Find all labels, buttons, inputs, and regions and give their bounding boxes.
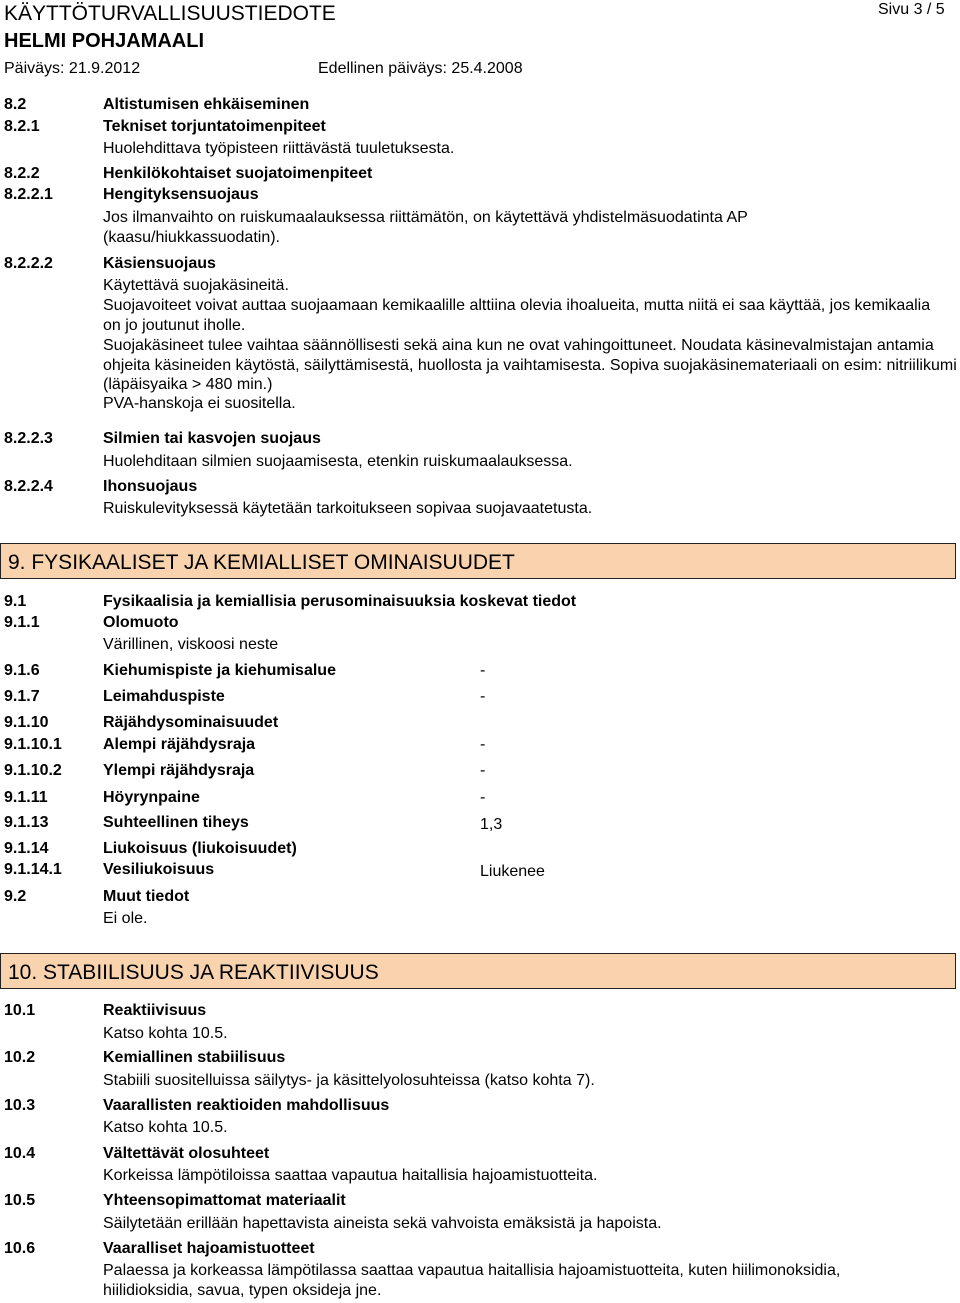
property-value: -	[480, 789, 486, 806]
section-paragraph: Palaessa ja korkeassa lämpötilassa saattaa vapautua haitallisia hajoamistuotteita, kuten hiilimonoksidia, hiilidioksidia, savua, typen oksideja jne.	[103, 1262, 841, 1299]
section-number: 10.1	[4, 1002, 36, 1019]
section-text: (kaasu/hiukkassuodatin).	[103, 229, 280, 246]
section-9-header	[0, 543, 956, 579]
section-text: Katso kohta 10.5.	[103, 1119, 228, 1136]
section-title: 10. STABIILISUUS JA REAKTIIVISUUS	[8, 961, 379, 984]
section-number: 8.2.1	[4, 118, 40, 135]
section-paragraph: Suojakäsineet tulee vaihtaa säännöllisesti sekä aina kun ne ovat vahingoittuneet. Noudata käsinevalmistajan antamia ohjeita käsineiden käytöstä, säilyttämisestä, huollosta ja vaihtamisesta. Sopiva suojakäsinemateriaali on esim: nitriilikumi (läpäisyaika > 480 min.)	[103, 337, 957, 393]
section-text: Säilytetään erillään hapettavista aineista sekä vahvoista emäksistä ja hapoista.	[103, 1215, 662, 1232]
section-number: 9.1.1	[4, 614, 40, 631]
property-value: -	[480, 688, 486, 705]
section-number: 9.1.6	[4, 662, 40, 679]
section-number: 9.1.7	[4, 688, 40, 705]
section-text: Korkeissa lämpötiloissa saattaa vapautua haitallisia hajoamistuotteita.	[103, 1167, 598, 1184]
section-number: 8.2.2.2	[4, 255, 53, 272]
section-text: Jos ilmanvaihto on ruiskumaalauksessa riittämätön, on käytettävä yhdistelmäsuodatinta AP	[103, 209, 748, 226]
section-text: Huolehditaan silmien suojaamisesta, etenkin ruiskumaalauksessa.	[103, 453, 573, 470]
section-heading: Vaaralliset hajoamistuotteet	[103, 1240, 315, 1257]
section-number: 8.2.2.4	[4, 478, 53, 495]
section-text: Katso kohta 10.5.	[103, 1025, 228, 1042]
section-10-header	[0, 953, 956, 989]
section-text: Ei ole.	[103, 910, 148, 927]
section-number: 9.1.10.1	[4, 736, 62, 753]
section-number: 9.2	[4, 888, 27, 905]
property-value: -	[480, 736, 486, 753]
section-heading: Alempi räjähdysraja	[103, 736, 256, 753]
section-number: 10.3	[4, 1097, 36, 1114]
section-heading: Yhteensopimattomat materiaalit	[103, 1192, 346, 1209]
section-heading: Kemiallinen stabiilisuus	[103, 1049, 286, 1066]
property-value: -	[480, 762, 486, 779]
section-number: 9.1.10.2	[4, 762, 62, 779]
property-value: 1,3	[480, 816, 503, 833]
property-value: Liukenee	[480, 863, 545, 880]
section-heading: Ylempi räjähdysraja	[103, 762, 255, 779]
section-number: 9.1	[4, 593, 27, 610]
product-name: HELMI POHJAMAALI	[4, 30, 204, 52]
section-text: Stabiili suositelluissa säilytys- ja käsittelyolosuhteissa (katso kohta 7).	[103, 1072, 595, 1089]
section-heading: Ihonsuojaus	[103, 478, 198, 495]
section-heading: Fysikaalisia ja kemiallisia perusominaisuuksia koskevat tiedot	[103, 593, 577, 610]
section-heading: Suhteellinen tiheys	[103, 814, 249, 831]
section-heading: Leimahduspiste	[103, 688, 225, 705]
section-number: 10.6	[4, 1240, 36, 1257]
section-number: 8.2.2.3	[4, 430, 53, 447]
section-heading: Räjähdysominaisuudet	[103, 714, 279, 731]
section-heading: Tekniset torjuntatoimenpiteet	[103, 118, 326, 135]
section-number: 9.1.13	[4, 814, 49, 831]
section-heading: Hengityksensuojaus	[103, 186, 259, 203]
section-heading: Liukoisuus (liukoisuudet)	[103, 840, 297, 857]
section-heading: Muut tiedot	[103, 888, 190, 905]
section-heading: Reaktiivisuus	[103, 1002, 207, 1019]
section-text: Ruiskulevityksessä käytetään tarkoitukseen sopivaa suojavaatetusta.	[103, 500, 593, 517]
previous-date: Edellinen päiväys: 25.4.2008	[318, 60, 523, 77]
section-number: 9.1.11	[4, 789, 48, 806]
section-heading: Silmien tai kasvojen suojaus	[103, 430, 321, 447]
section-text: Huolehdittava työpisteen riittävästä tuuletuksesta.	[103, 140, 455, 157]
section-title: 9. FYSIKAALISET JA KEMIALLISET OMINAISUUDET	[8, 551, 515, 574]
section-heading: Käsiensuojaus	[103, 255, 216, 272]
section-heading: Höyrynpaine	[103, 789, 200, 806]
section-text: Käytettävä suojakäsineitä.	[103, 277, 289, 294]
section-number: 8.2.2	[4, 165, 40, 182]
section-number: 10.5	[4, 1192, 36, 1209]
section-heading: Kiehumispiste ja kiehumisalue	[103, 662, 336, 679]
section-number: 9.1.10	[4, 714, 49, 731]
section-paragraph: Suojavoiteet voivat auttaa suojaamaan kemikaalille alttiina olevia ihoalueita, mutta niitä ei saa käyttää, jos kemikaalia on jo joutunut iholle.	[103, 297, 931, 334]
section-heading: Olomuoto	[103, 614, 179, 631]
section-text: Värillinen, viskoosi neste	[103, 636, 279, 653]
property-value: -	[480, 662, 486, 679]
section-number: 8.2	[4, 96, 27, 113]
document-title: KÄYTTÖTURVALLISUUSTIEDOTE	[4, 2, 336, 25]
section-heading: Henkilökohtaiset suojatoimenpiteet	[103, 165, 373, 182]
section-heading: Vältettävät olosuhteet	[103, 1145, 270, 1162]
section-heading: Altistumisen ehkäiseminen	[103, 96, 310, 113]
section-number: 8.2.2.1	[4, 186, 53, 203]
section-number: 10.2	[4, 1049, 36, 1066]
section-number: 9.1.14	[4, 840, 49, 857]
page-number: Sivu 3 / 5	[878, 1, 945, 18]
section-heading: Vesiliukoisuus	[103, 861, 215, 878]
section-heading: Vaarallisten reaktioiden mahdollisuus	[103, 1097, 390, 1114]
issue-date: Päiväys: 21.9.2012	[4, 60, 141, 77]
section-number: 10.4	[4, 1145, 36, 1162]
section-text: PVA-hanskoja ei suositella.	[103, 395, 296, 412]
section-number: 9.1.14.1	[4, 861, 62, 878]
